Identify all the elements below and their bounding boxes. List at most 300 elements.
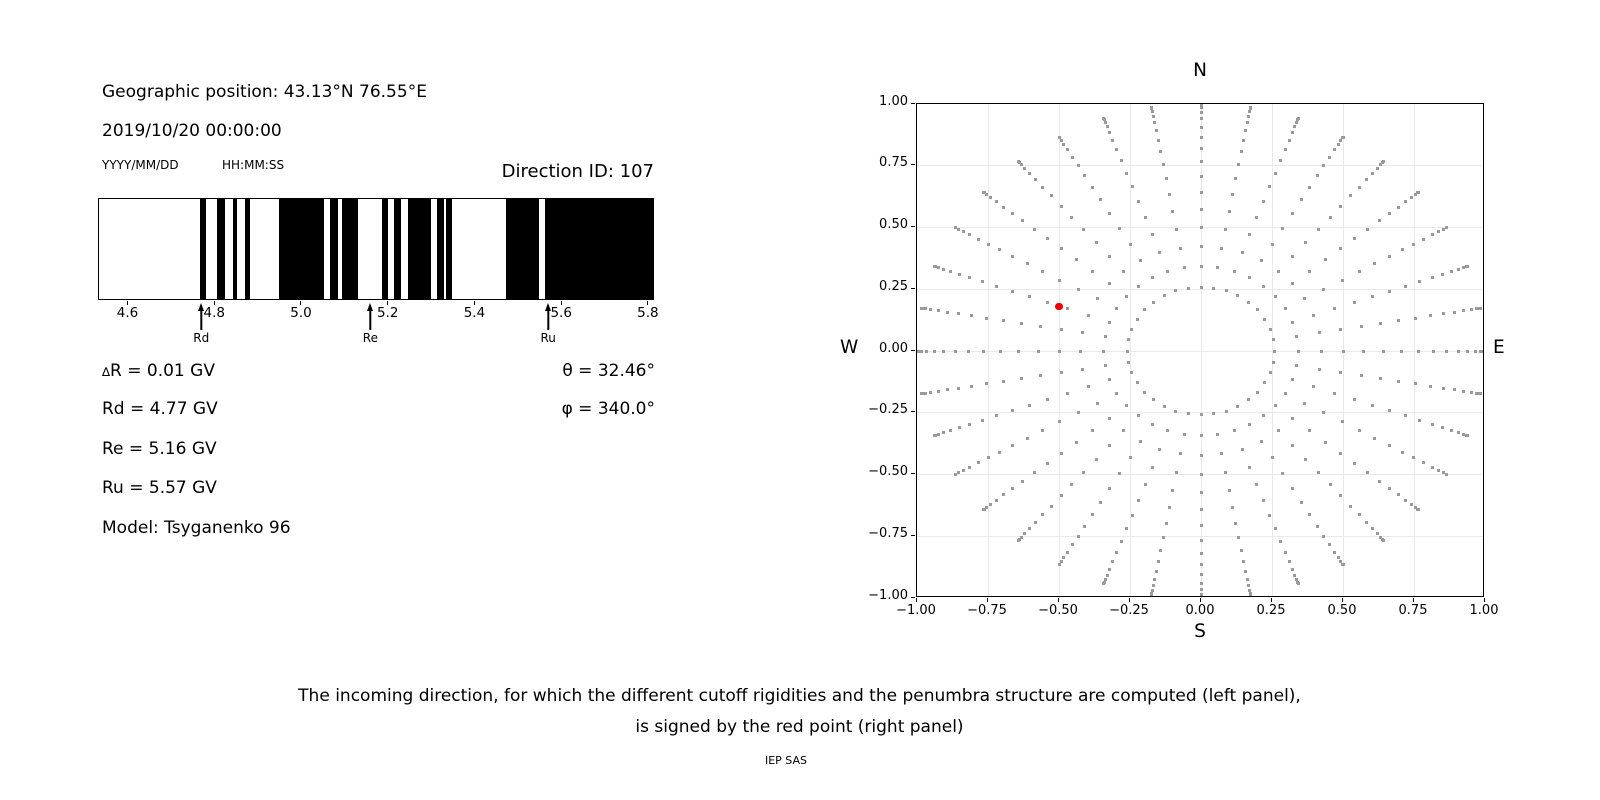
direction-dot	[954, 226, 957, 229]
direction-dot	[1200, 573, 1203, 576]
direction-dot	[1231, 506, 1234, 509]
axis-tick-label: −0.25	[868, 402, 908, 418]
forbidden-band	[217, 199, 226, 299]
direction-dot	[1070, 483, 1073, 486]
forbidden-band	[245, 199, 250, 299]
direction-dot	[1081, 331, 1084, 334]
direction-dot	[1339, 371, 1342, 374]
direction-dot	[1277, 429, 1280, 432]
direction-dot	[1200, 106, 1203, 109]
direction-dot	[1339, 328, 1342, 331]
direction-dot	[1017, 539, 1020, 542]
direction-dot	[1246, 578, 1249, 581]
rigidity-marker-arrow-stem	[370, 310, 371, 330]
direction-dot	[1316, 525, 1319, 528]
direction-dot	[1284, 551, 1287, 554]
direction-dot	[1462, 390, 1465, 393]
direction-dot	[1304, 458, 1307, 461]
direction-dot	[1388, 212, 1391, 215]
direction-dot	[1028, 527, 1031, 530]
direction-dot	[1002, 206, 1005, 209]
direction-dot	[1256, 391, 1259, 394]
direction-dot	[1373, 437, 1376, 440]
forbidden-band	[545, 199, 654, 299]
direction-dot	[1450, 270, 1453, 273]
axis-tick-label: 4.6	[116, 305, 139, 321]
direction-dot	[1224, 471, 1227, 474]
direction-dot	[916, 350, 919, 353]
direction-dot	[946, 311, 949, 314]
direction-dot	[1041, 270, 1044, 273]
direction-dot	[1071, 156, 1074, 159]
direction-dot	[933, 265, 936, 268]
direction-dot	[1041, 186, 1044, 189]
direction-id-label: Direction ID: 107	[501, 161, 654, 182]
direction-dot	[1058, 420, 1061, 423]
direction-dot	[1127, 361, 1130, 364]
direction-dot	[995, 414, 998, 417]
direction-plot	[840, 60, 1505, 642]
direction-dot	[929, 391, 932, 394]
re-value: Re = 5.16 GV	[102, 439, 217, 459]
caption-line-2: is signed by the red point (right panel)	[635, 717, 964, 737]
direction-dot	[1342, 136, 1345, 139]
direction-dot	[1212, 287, 1215, 290]
direction-dot	[1291, 321, 1294, 324]
direction-dot	[1130, 328, 1133, 331]
direction-dot	[1108, 255, 1111, 258]
direction-dot	[1200, 524, 1203, 527]
direction-dot	[1256, 308, 1259, 311]
direction-dot	[1120, 540, 1123, 543]
direction-dot	[1137, 499, 1140, 502]
direction-dot	[1102, 582, 1105, 585]
direction-dot	[1126, 350, 1129, 353]
direction-dot	[1225, 410, 1228, 413]
direction-dot	[1248, 423, 1251, 426]
direction-dot	[1200, 588, 1203, 591]
direction-dot	[1137, 414, 1140, 417]
direction-dot	[1066, 551, 1069, 554]
direction-dot	[1002, 380, 1005, 383]
axis-tick-label: 0.25	[879, 278, 908, 294]
direction-dot	[1228, 210, 1231, 213]
direction-dot	[1041, 513, 1044, 516]
direction-dot	[1358, 513, 1361, 516]
direction-dot	[1011, 290, 1014, 293]
direction-dot	[1479, 307, 1482, 310]
axis-tick-label: −1.00	[896, 603, 936, 618]
direction-dot	[1028, 172, 1031, 175]
direction-dot	[1255, 216, 1258, 219]
direction-dot	[1091, 429, 1094, 432]
theta-value: θ = 32.46°	[562, 361, 655, 381]
direction-dot	[1418, 419, 1421, 422]
direction-dot	[1062, 556, 1065, 559]
direction-dot	[1466, 265, 1469, 268]
direction-dot	[1200, 117, 1203, 120]
direction-dot	[1437, 230, 1440, 233]
direction-dot	[957, 387, 960, 390]
direction-dot	[1162, 536, 1165, 539]
direction-dot	[1081, 368, 1084, 371]
direction-dot	[1339, 452, 1342, 455]
direction-dot	[1339, 247, 1342, 250]
direction-dot	[1034, 521, 1037, 524]
direction-dot	[1388, 409, 1391, 412]
direction-dot	[925, 350, 928, 353]
grid-line	[1414, 104, 1415, 596]
direction-dot	[1388, 290, 1391, 293]
direction-dot	[1129, 243, 1132, 246]
direction-dot	[1011, 487, 1014, 490]
direction-dot	[957, 471, 960, 474]
direction-dot	[1318, 368, 1321, 371]
direction-dot	[1422, 461, 1425, 464]
direction-dot	[1104, 364, 1107, 367]
direction-dot	[982, 191, 985, 194]
direction-dot	[1125, 527, 1128, 530]
direction-dot	[1033, 228, 1036, 231]
direction-dot	[1091, 186, 1094, 189]
forbidden-band	[408, 199, 431, 299]
axis-tick-label: 0.75	[879, 155, 908, 171]
direction-dot	[1200, 111, 1203, 114]
compass-label-east: E	[1493, 337, 1505, 358]
direction-dot	[1365, 521, 1368, 524]
direction-dot	[1417, 508, 1420, 511]
direction-dot	[1153, 578, 1156, 581]
direction-dot	[933, 434, 936, 437]
direction-dot	[1152, 584, 1155, 587]
direction-dot	[1118, 227, 1121, 230]
direction-dot	[1130, 371, 1133, 374]
direction-dot	[1046, 398, 1049, 401]
direction-dot	[970, 385, 973, 388]
direction-dot	[1095, 458, 1098, 461]
direction-dot	[1274, 404, 1277, 407]
geo-position-label: Geographic position: 43.13°N 76.55°E	[102, 82, 427, 102]
rigidity-marker-label: Rd	[193, 331, 210, 345]
direction-dot	[1291, 444, 1294, 447]
direction-dot	[1174, 410, 1177, 413]
direction-dot	[942, 431, 945, 434]
direction-dot	[1200, 208, 1203, 211]
direction-dot	[1152, 301, 1155, 304]
direction-dot	[1273, 350, 1276, 353]
direction-dot	[1077, 164, 1080, 167]
direction-dot	[1404, 200, 1407, 203]
direction-dot	[1150, 106, 1153, 109]
direction-dot	[1431, 276, 1434, 279]
delta-r-text: R = 0.01 GV	[110, 361, 215, 381]
direction-dot	[1157, 139, 1160, 142]
direction-dot	[1039, 325, 1042, 328]
direction-dot	[1234, 522, 1237, 525]
direction-dot	[1136, 381, 1139, 384]
direction-dot	[942, 350, 945, 353]
red-point	[1055, 303, 1063, 311]
direction-dot	[1115, 551, 1118, 554]
direction-dot	[1046, 462, 1049, 465]
direction-dot	[1366, 228, 1369, 231]
direction-dot	[982, 350, 985, 353]
axis-tick	[911, 535, 915, 536]
direction-dot	[1066, 148, 1069, 151]
direction-dot	[1397, 493, 1400, 496]
direction-dot	[1108, 444, 1111, 447]
direction-dot	[1341, 420, 1344, 423]
direction-dot	[998, 451, 1001, 454]
direction-dot	[1200, 245, 1203, 248]
direction-dot	[977, 461, 980, 464]
direction-dot	[1342, 563, 1345, 566]
direction-dot	[1108, 568, 1111, 571]
direction-dot	[1349, 194, 1352, 197]
direction-dot	[1200, 286, 1203, 289]
direction-dot	[1269, 371, 1272, 374]
direction-dot	[1358, 270, 1361, 273]
direction-dot	[1200, 413, 1203, 416]
direction-dot	[1365, 178, 1368, 181]
direction-dot	[1303, 402, 1306, 405]
direction-dot	[1431, 466, 1434, 469]
direction-dot	[1077, 411, 1080, 414]
direction-dot	[1431, 423, 1434, 426]
direction-dot	[946, 388, 949, 391]
direction-dot	[968, 276, 971, 279]
direction-dot	[1166, 270, 1169, 273]
direction-dot	[1099, 198, 1102, 201]
direction-dot	[968, 423, 971, 426]
axis-tick-label: 5.8	[637, 305, 659, 321]
direction-dot	[1445, 350, 1448, 353]
direction-dot	[1429, 385, 1432, 388]
direction-dot	[1200, 226, 1203, 229]
axis-tick-label: 0.00	[879, 340, 908, 356]
direction-dot	[989, 503, 992, 506]
direction-dot	[1322, 288, 1325, 291]
direction-dot	[1247, 584, 1250, 587]
direction-dot	[1046, 237, 1049, 240]
direction-dot	[1371, 295, 1374, 298]
direction-dot	[1060, 328, 1063, 331]
direction-dot	[1158, 251, 1161, 254]
direction-dot	[1324, 441, 1327, 444]
direction-dot	[1152, 398, 1155, 401]
direction-dot	[1127, 338, 1130, 341]
direction-dot	[1058, 279, 1061, 282]
direction-dot	[1021, 480, 1024, 483]
direction-dot	[1397, 380, 1400, 383]
direction-dot	[1457, 431, 1460, 434]
direction-dot	[1288, 560, 1291, 563]
direction-dot	[1237, 536, 1240, 539]
direction-dot	[1371, 527, 1374, 530]
direction-dot	[1122, 270, 1125, 273]
direction-dot	[989, 196, 992, 199]
direction-dot	[1442, 312, 1445, 315]
direction-dot	[1295, 364, 1298, 367]
direction-dot	[1353, 462, 1356, 465]
direction-dot	[1291, 417, 1294, 420]
direction-dot	[1011, 255, 1014, 258]
direction-dot	[1058, 350, 1061, 353]
direction-dot	[1303, 297, 1306, 300]
direction-dot	[1281, 227, 1284, 230]
direction-dot	[1417, 350, 1420, 353]
axis-tick-label: 0.00	[1185, 603, 1215, 618]
direction-dot	[1293, 125, 1296, 128]
direction-dot	[1096, 297, 1099, 300]
direction-dot	[999, 350, 1002, 353]
direction-dot	[1353, 301, 1356, 304]
direction-dot	[1268, 185, 1271, 188]
direction-dot	[1466, 434, 1469, 437]
direction-dot	[1297, 350, 1300, 353]
direction-dot	[920, 307, 923, 310]
direction-dot	[1079, 350, 1082, 353]
direction-dot	[1260, 440, 1263, 443]
direction-dot	[1337, 556, 1340, 559]
direction-dot	[1200, 434, 1203, 437]
direction-dot	[1028, 404, 1031, 407]
direction-dot	[1244, 570, 1247, 573]
direction-dot	[1262, 499, 1265, 502]
direction-dot	[1371, 172, 1374, 175]
direction-dot	[1091, 270, 1094, 273]
direction-plot-box	[916, 103, 1484, 597]
direction-dot	[1108, 378, 1111, 381]
direction-dot	[1034, 178, 1037, 181]
direction-dot	[1318, 331, 1321, 334]
direction-dot	[1011, 444, 1014, 447]
direction-dot	[1237, 163, 1240, 166]
direction-dot	[1271, 243, 1274, 246]
direction-dot	[1441, 426, 1444, 429]
direction-dot	[1255, 483, 1258, 486]
direction-dot	[1240, 150, 1243, 153]
date-format-label: YYYY/MM/DD	[102, 158, 179, 172]
direction-dot	[957, 312, 960, 315]
direction-dot	[1028, 295, 1031, 298]
direction-dot	[1155, 129, 1158, 132]
forbidden-band	[394, 199, 401, 299]
axis-tick	[1484, 598, 1485, 602]
direction-dot	[1099, 501, 1102, 504]
direction-dot	[1159, 150, 1162, 153]
direction-dot	[1279, 159, 1282, 162]
direction-dot	[1284, 307, 1287, 310]
direction-dot	[1050, 194, 1053, 197]
direction-dot	[1106, 125, 1109, 128]
direction-dot	[1020, 377, 1023, 380]
direction-dot	[1247, 398, 1250, 401]
direction-dot	[995, 200, 998, 203]
axis-tick-label: 4.8	[203, 305, 225, 321]
direction-dot	[1158, 448, 1161, 451]
direction-dot	[1333, 392, 1336, 395]
direction-dot	[1291, 282, 1294, 285]
direction-dot	[1082, 471, 1085, 474]
direction-dot	[1418, 280, 1421, 283]
direction-dot	[1320, 350, 1323, 353]
direction-dot	[1216, 433, 1219, 436]
direction-dot	[1353, 237, 1356, 240]
direction-dot	[1131, 185, 1134, 188]
direction-dot	[981, 419, 984, 422]
direction-dot	[985, 382, 988, 385]
direction-dot	[995, 499, 998, 502]
direction-dot	[1062, 143, 1065, 146]
direction-dot	[1108, 321, 1111, 324]
direction-dot	[1470, 308, 1473, 311]
direction-dot	[1274, 527, 1277, 530]
direction-dot	[1026, 437, 1029, 440]
direction-dot	[1104, 335, 1107, 338]
direction-dot	[1200, 508, 1203, 511]
direction-dot	[1329, 216, 1332, 219]
direction-dot	[1075, 258, 1078, 261]
direction-dot	[1457, 350, 1460, 353]
direction-dot	[929, 308, 932, 311]
direction-dot	[1082, 228, 1085, 231]
direction-dot	[1200, 175, 1203, 178]
axis-tick-label: 1.00	[879, 93, 908, 109]
axis-tick-label: 5.0	[290, 305, 312, 321]
direction-dot	[1316, 174, 1319, 177]
direction-dot	[1066, 307, 1069, 310]
direction-dot	[1242, 139, 1245, 142]
direction-dot	[1397, 206, 1400, 209]
direction-dot	[1168, 193, 1171, 196]
direction-dot	[1404, 285, 1407, 288]
direction-dot	[1200, 491, 1203, 494]
direction-dot	[1442, 387, 1445, 390]
direction-dot	[937, 266, 940, 269]
direction-dot	[1115, 148, 1118, 151]
direction-dot	[1293, 574, 1296, 577]
direction-dot	[1249, 106, 1252, 109]
direction-dot	[1111, 560, 1114, 563]
direction-dot	[1297, 582, 1300, 585]
direction-dot	[1175, 228, 1178, 231]
direction-dot	[1129, 456, 1132, 459]
direction-dot	[982, 508, 985, 511]
direction-dot	[1060, 494, 1063, 497]
direction-dot	[1272, 338, 1275, 341]
direction-dot	[1462, 309, 1465, 312]
direction-dot	[1308, 270, 1311, 273]
direction-dot	[1371, 404, 1374, 407]
direction-dot	[1152, 115, 1155, 118]
direction-dot	[1163, 294, 1166, 297]
rigidity-marker-arrow-stem	[547, 310, 548, 330]
direction-dot	[1200, 552, 1203, 555]
direction-dot	[954, 350, 957, 353]
direction-dot	[1108, 131, 1111, 134]
direction-dot	[1295, 121, 1298, 124]
direction-dot	[962, 230, 965, 233]
direction-dot	[1291, 212, 1294, 215]
direction-dot	[1187, 287, 1190, 290]
forbidden-band	[200, 199, 206, 299]
direction-dot	[1200, 103, 1203, 106]
direction-dot	[1268, 514, 1271, 517]
penumbra-plot	[98, 198, 659, 368]
direction-dot	[1060, 371, 1063, 374]
axis-tick-label: 5.2	[376, 305, 399, 321]
